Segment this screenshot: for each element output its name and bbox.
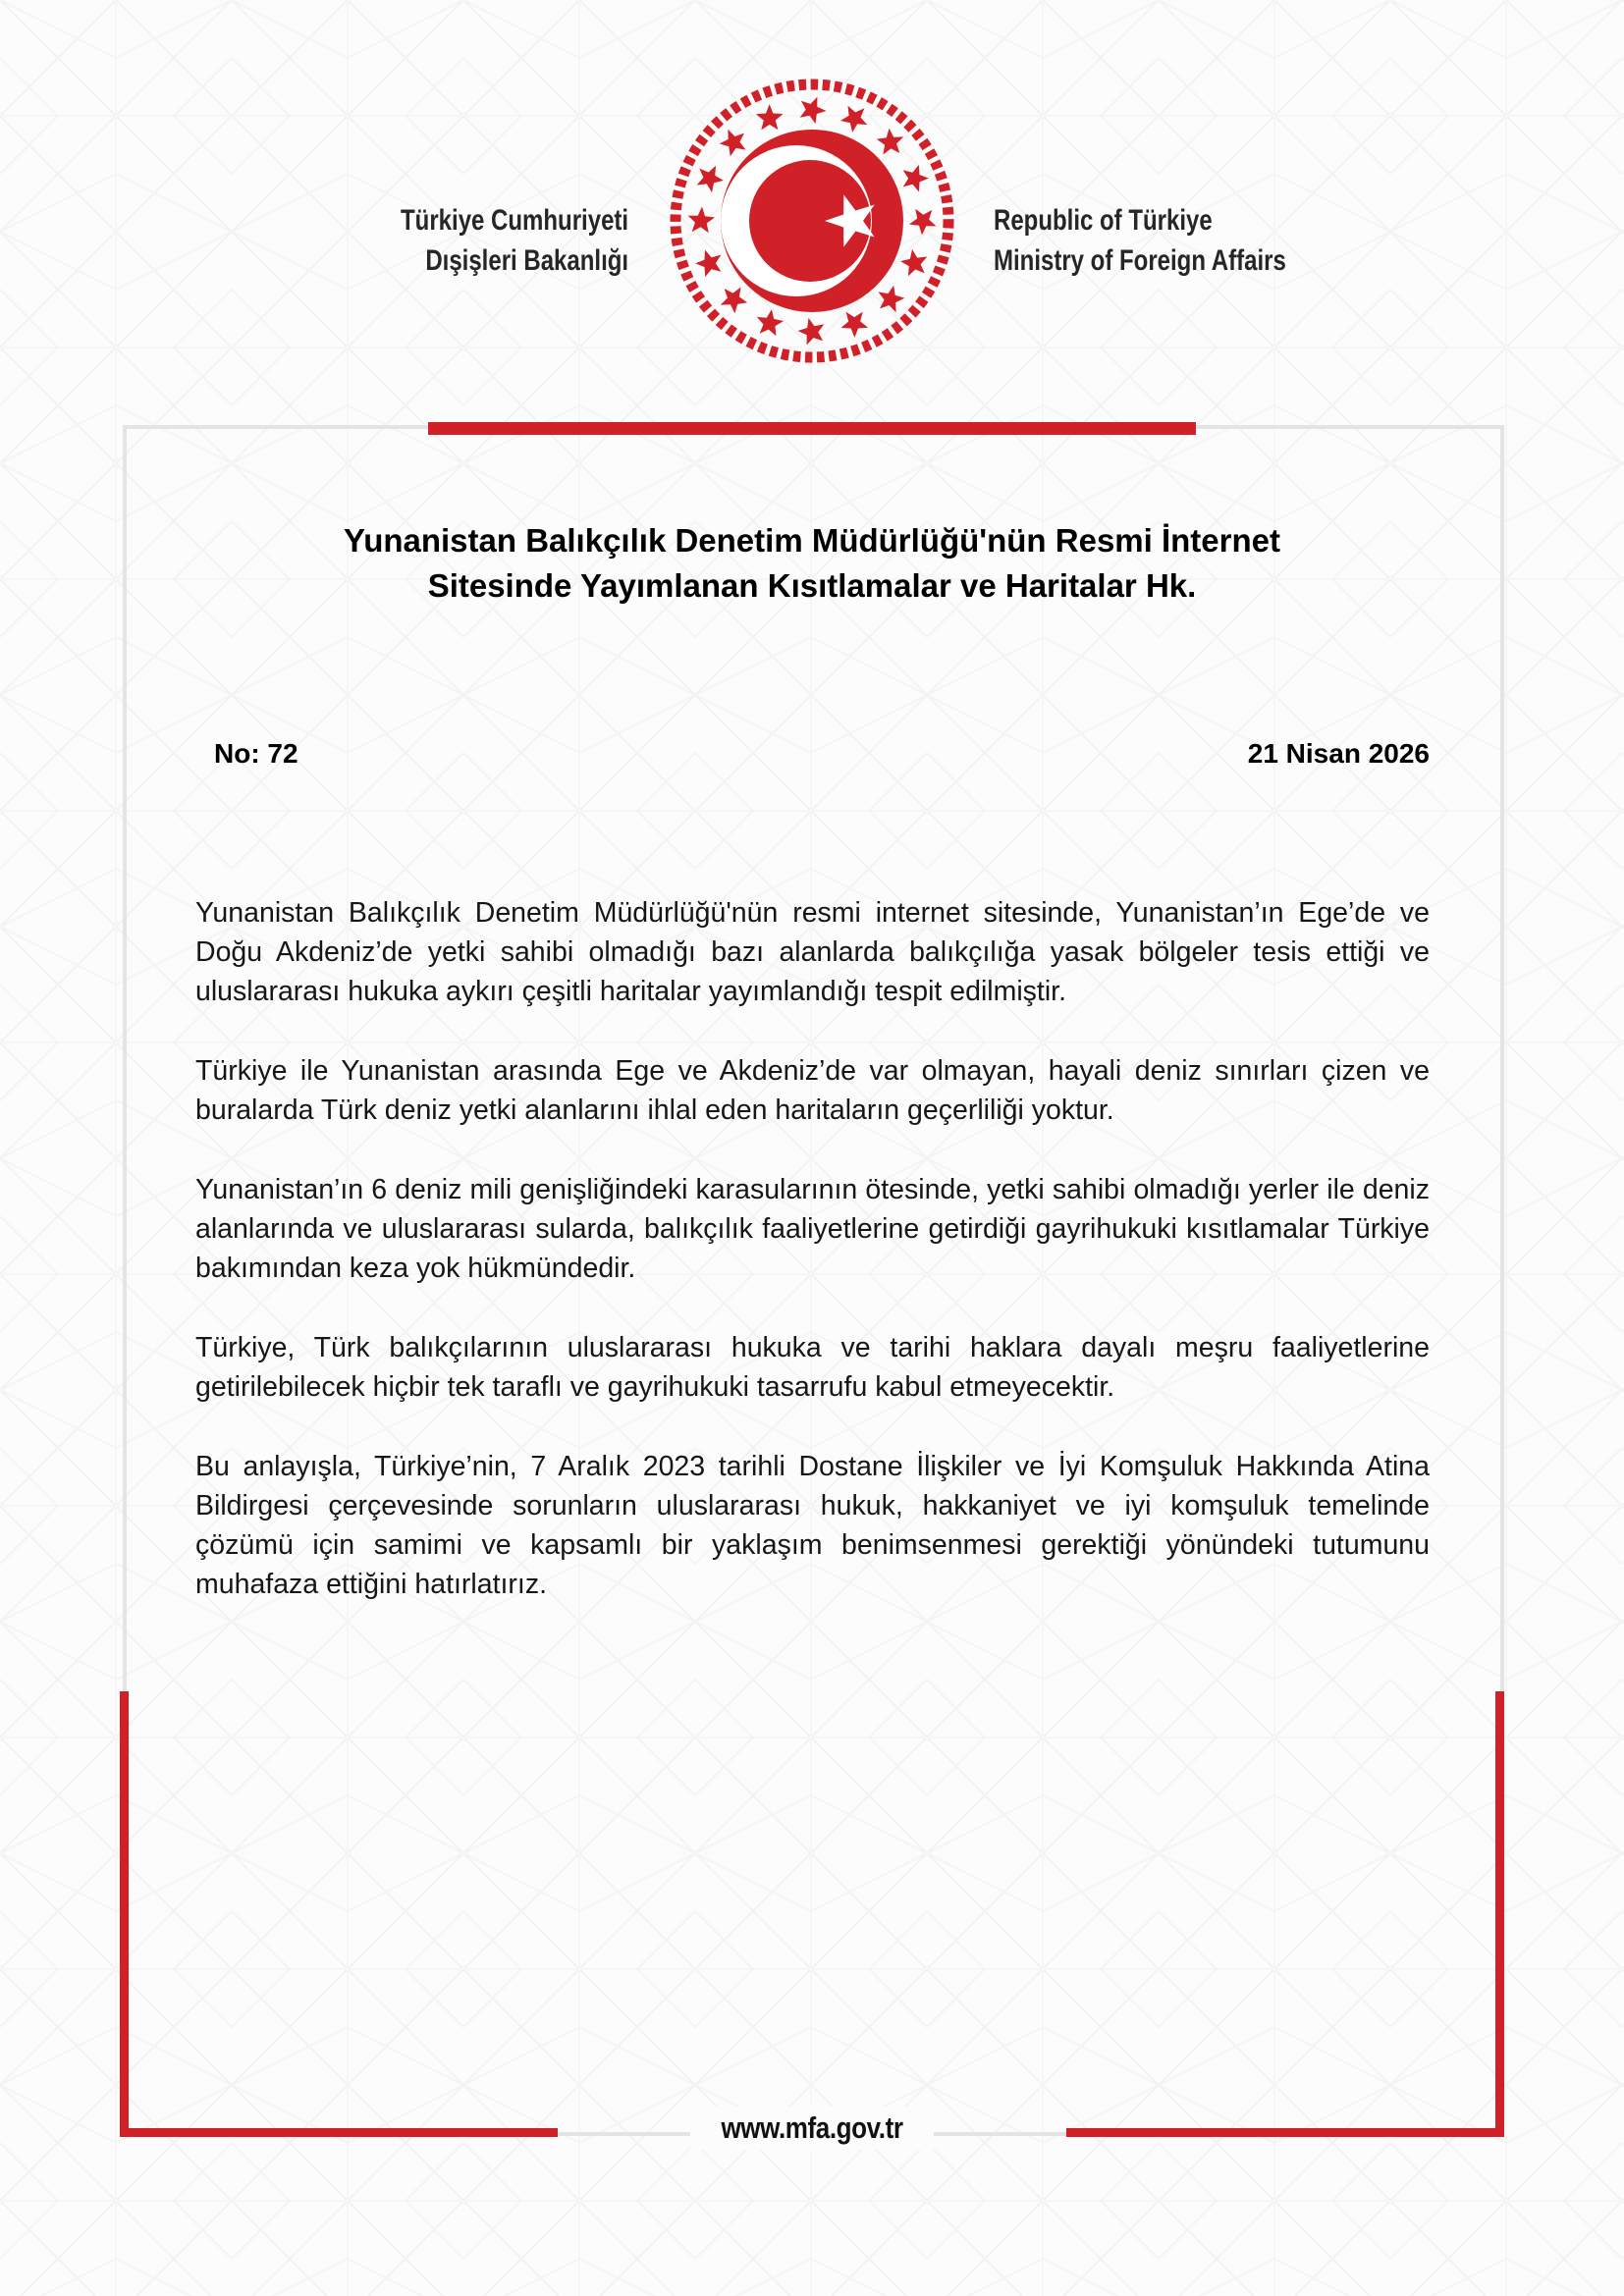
release-date: 21 Nisan 2026	[1247, 738, 1430, 769]
footer-website-wrap	[690, 2107, 934, 2150]
ring-star-icon	[909, 209, 937, 236]
footer-website: www.mfa.gov.tr	[721, 2110, 903, 2145]
body-paragraph: Türkiye ile Yunanistan arasında Ege ve Akdeniz’de var olmayan, hayali deniz sınırları çizen ve buralarda Türk deniz yetki alanlarını ihlal eden haritaların geçerliliği yoktur.	[195, 1055, 1430, 1126]
body-paragraph: Yunanistan Balıkçılık Denetim Müdürlüğü'nün resmi internet sitesinde, Yunanistan’ın Ege’de ve Doğu Akdeniz’de yetki sahibi olmadığı bazı alanlarda balıkçılığa yasak bölgeler tesis ettiği ve uluslararası hukuka aykırı çeşitli haritalar yayımlandığı tespit edilmiştir.	[195, 897, 1430, 1007]
org-tr-line1: Türkiye Cumhuriyeti	[400, 204, 628, 237]
ring-star-icon	[757, 309, 784, 336]
release-meta-row	[195, 738, 1430, 770]
ring-star-icon	[903, 165, 929, 192]
ring-star-icon	[688, 207, 716, 234]
title-line1: Yunanistan Balıkçılık Denetim Müdürlüğü'nün Resmi İnternet	[344, 522, 1280, 559]
ring-star-icon	[721, 288, 748, 314]
ring-star-icon	[877, 129, 904, 155]
ring-star-icon	[756, 104, 784, 130]
org-name-turkish	[401, 200, 628, 281]
accent-bar-left	[120, 1691, 129, 2137]
org-tr-line2: Dışişleri Bakanlığı	[425, 244, 628, 277]
release-number: No: 72	[214, 738, 298, 769]
mfa-emblem-icon	[665, 74, 959, 368]
body-paragraph: Yunanistan’ın 6 deniz mili genişliğindeki karasularının ötesinde, yetki sahibi olmadığı yerler ile deniz alanlarında ve uluslararası sularda, balıkçılık faaliyetlerine getirdiği gayrihukuki kısıtlamalar Türkiye bakımından keza yok hükmündedir.	[195, 1174, 1430, 1284]
body-paragraph: Bu anlayışla, Türkiye’nin, 7 Aralık 2023 tarihli Dostane İlişkiler ve İyi Komşuluk Hakkında Atina Bildirgesi çerçevesinde sorunların uluslararası hukuk, hakkaniyet ve iyi komşuluk temelinde çözümü için samimi ve kapsamlı bir yaklaşım benimsenmesi gerektiği yönündeki tutumunu muhafaza ettiğini hatırlatırız.	[195, 1451, 1430, 1600]
ring-star-icon	[697, 166, 724, 192]
accent-bar-right	[1495, 1691, 1504, 2137]
org-en-line1: Republic of Türkiye	[994, 204, 1213, 237]
ring-star-icon	[840, 106, 867, 133]
press-release-title	[0, 518, 1624, 609]
release-body	[195, 893, 1430, 1644]
ring-star-icon	[720, 130, 746, 157]
ring-star-icon	[800, 97, 827, 125]
accent-bar-bottom-right	[1066, 2128, 1504, 2137]
ring-star-icon	[695, 250, 721, 278]
ring-star-icon	[798, 318, 825, 346]
ring-star-icon	[841, 312, 869, 338]
org-name-english	[994, 200, 1286, 281]
ring-star-icon	[900, 249, 927, 276]
accent-bar-bottom-left	[120, 2128, 558, 2137]
org-en-line2: Ministry of Foreign Affairs	[994, 244, 1286, 277]
accent-bar-top	[428, 422, 1196, 435]
ring-star-icon	[879, 286, 905, 313]
title-line2: Sitesinde Yayımlanan Kısıtlamalar ve Haritalar Hk.	[427, 567, 1197, 604]
body-paragraph: Türkiye, Türk balıkçılarının uluslararası hukuka ve tarihi haklara dayalı meşru faaliyetlerine getirilebilecek hiçbir tek taraflı ve gayrihukuki tasarrufu kabul etmeyecektir.	[195, 1332, 1430, 1403]
